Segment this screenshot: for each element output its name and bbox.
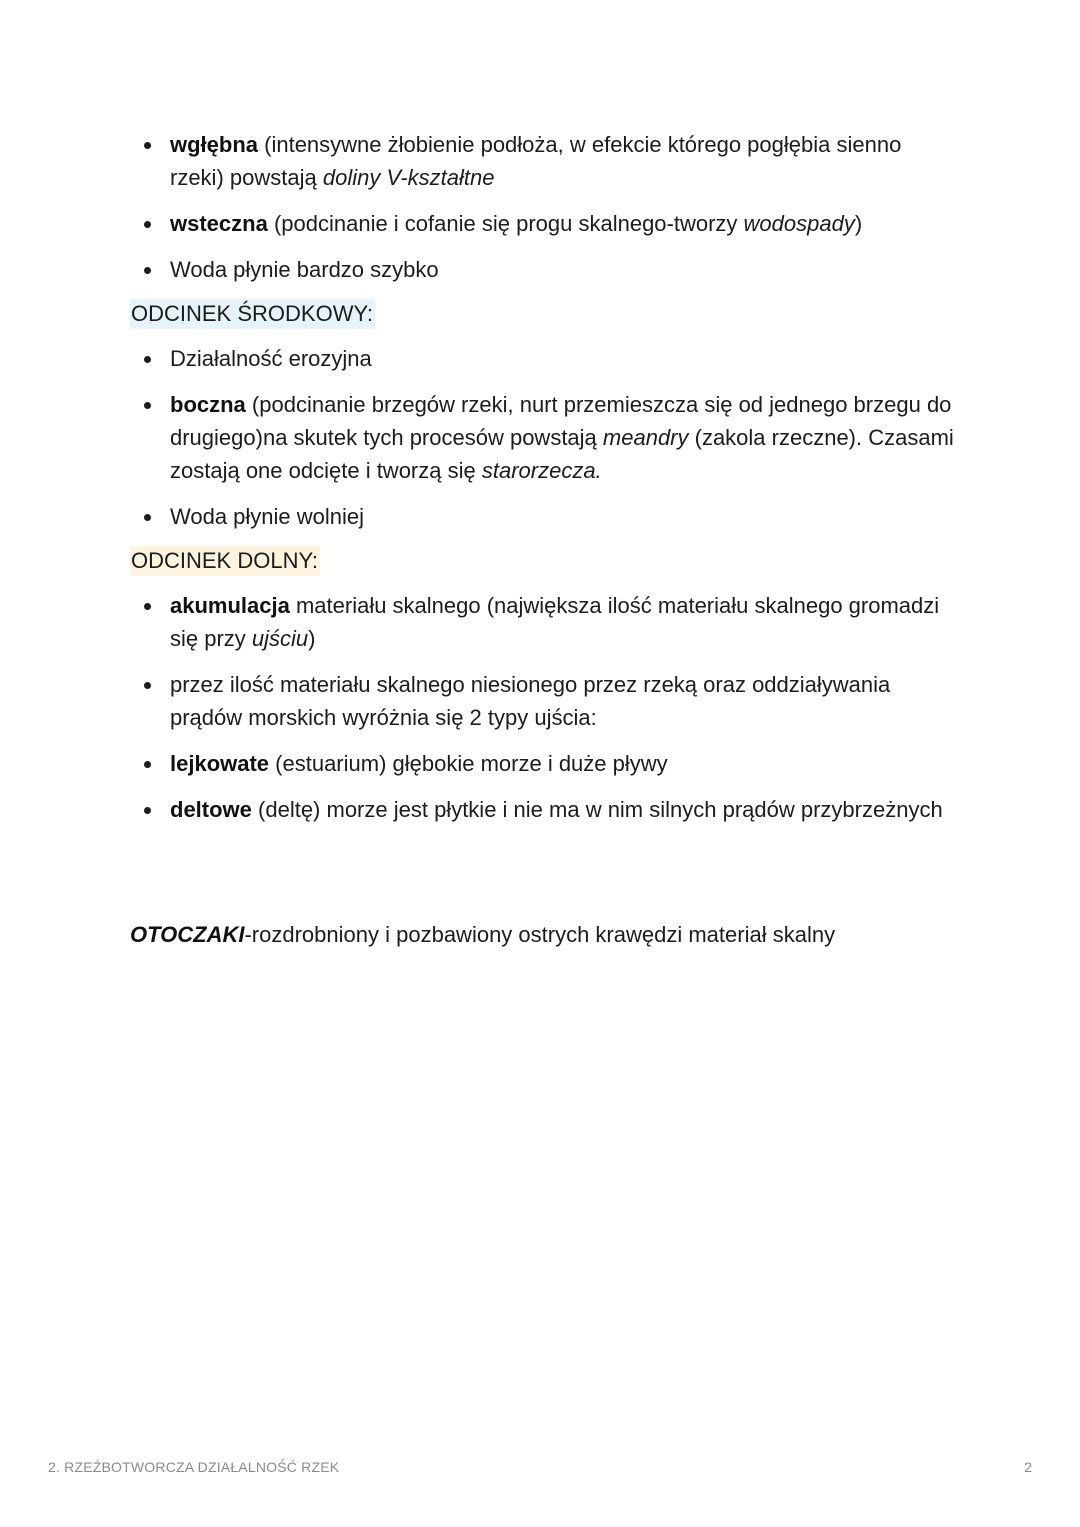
list-item <box>130 207 960 240</box>
term-italic: meandry <box>602 425 689 450</box>
term-italic: doliny V-kształtne <box>322 165 495 190</box>
page-number: 2 <box>1024 1459 1032 1475</box>
list-item <box>130 342 960 375</box>
term-italic: starorzecza. <box>481 458 602 483</box>
item-text: (deltę) morze jest płytkie i nie ma w nim silnych prądów przybrzeżnych <box>251 797 943 822</box>
item-text: Woda płynie bardzo szybko <box>170 257 439 282</box>
bullet-icon <box>144 356 151 363</box>
section-heading-middle: ODCINEK ŚRODKOWY: <box>130 299 375 329</box>
bullet-icon <box>144 603 151 610</box>
item-text: przez ilość materiału skalnego niesionego przez rzeką oraz oddziaływania prądów morskich wyróżnia się 2 typy ujścia: <box>170 672 891 730</box>
item-text: ) <box>308 626 316 651</box>
bullet-icon <box>144 807 151 814</box>
definition-note <box>130 918 835 951</box>
list-item <box>130 668 960 734</box>
item-text: Działalność erozyjna <box>170 346 372 371</box>
term-italic: wodospady <box>743 211 855 236</box>
document-body <box>130 128 960 839</box>
list-item <box>130 128 960 194</box>
term-italic: ujściu <box>251 626 309 651</box>
term-bold: akumulacja <box>170 593 290 618</box>
list-item <box>130 253 960 286</box>
term-bold: deltowe <box>170 797 252 822</box>
item-text: (podcinanie brzegów rzeki, nurt przemieszcza się od jednego brzegu do drugiego)na skutek tych procesów powstają <box>170 392 952 450</box>
term-bold: wsteczna <box>170 211 268 236</box>
item-text: (estuarium) głębokie morze i duże pływy <box>269 751 668 776</box>
lower-course-list <box>130 589 960 826</box>
list-item <box>130 589 960 655</box>
upper-course-list <box>130 128 960 286</box>
term-bold: boczna <box>170 392 246 417</box>
bullet-icon <box>144 514 151 521</box>
bullet-icon <box>144 402 151 409</box>
bullet-icon <box>144 682 151 689</box>
note-text: -rozdrobniony i pozbawiony ostrych krawędzi materiał skalny <box>244 922 836 947</box>
list-item <box>130 747 960 780</box>
middle-course-list <box>130 342 960 533</box>
footer-title: 2. RZEŹBOTWORCZA DZIAŁALNOŚĆ RZEK <box>48 1459 340 1475</box>
bullet-icon <box>144 142 151 149</box>
term-bold: wgłębna <box>170 132 259 157</box>
bullet-icon <box>144 761 151 768</box>
bullet-icon <box>144 267 151 274</box>
item-text: (podcinanie i cofanie się progu skalnego-tworzy <box>267 211 744 236</box>
item-text: Woda płynie wolniej <box>170 504 365 529</box>
list-item <box>130 793 960 826</box>
section-heading-lower: ODCINEK DOLNY: <box>130 546 320 576</box>
item-text: materiału skalnego (największa ilość materiału skalnego gromadzi się przy <box>170 593 940 651</box>
bullet-icon <box>144 221 151 228</box>
item-text: ) <box>854 211 863 236</box>
item-text: (zakola rzeczne). Czasami zostają one odcięte i tworzą się <box>170 425 954 483</box>
item-text: (intensywne żłobienie podłoża, w efekcie którego pogłębia sienno rzeki) powstają <box>170 132 902 190</box>
list-item <box>130 388 960 487</box>
note-term: OTOCZAKI <box>130 922 245 947</box>
list-item <box>130 500 960 533</box>
term-bold: lejkowate <box>170 751 270 776</box>
